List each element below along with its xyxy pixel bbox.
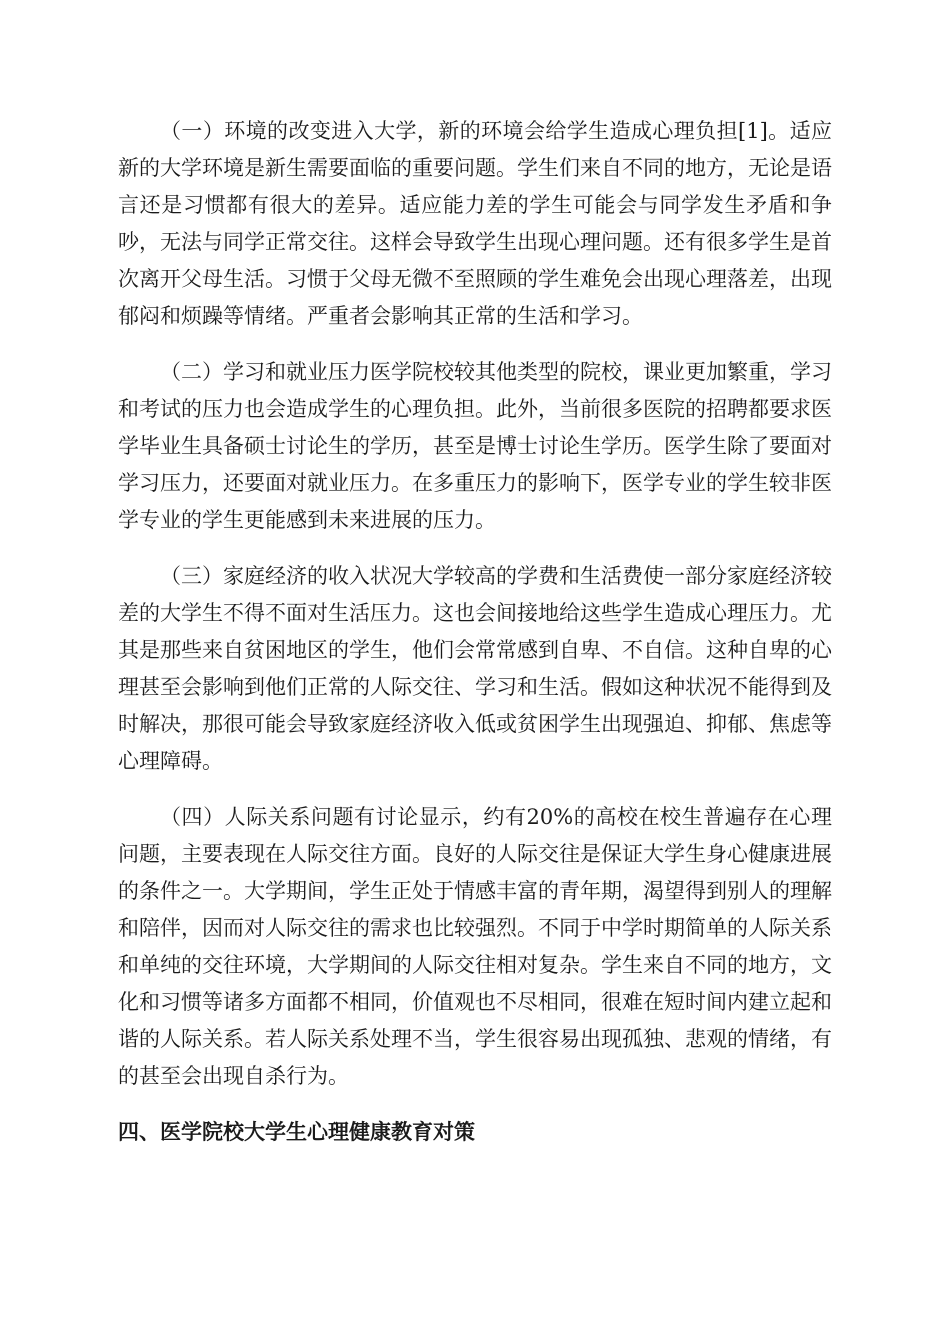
- section-heading: 四、医学院校大学生心理健康教育对策: [118, 1120, 475, 1144]
- paragraph-study-employment-pressure: （二）学习和就业压力医学院校较其他类型的院校，课业更加繁重，学习和考试的压力也会造成学生的心理负担。此外，当前很多医院的招聘都要求医学毕业生具备硕士讨论生的学历，甚至是博士讨论生学历。医学生除了要面对学习压力，还要面对就业压力。在多重压力的影响下，医学专业的学生较非医学专业的学生更能感到未来进展的压力。: [118, 360, 832, 532]
- paragraph-family-economic-status: （三）家庭经济的收入状况大学较高的学费和生活费使一部分家庭经济较差的大学生不得不面对生活压力。这也会间接地给这些学生造成心理压力。尤其是那些来自贫困地区的学生，他们会常常感到自卑、不自信。这种自卑的心理甚至会影响到他们正常的人际交往、学习和生活。假如这种状况不能得到及时解决，那很可能会导致家庭经济收入低或贫困学生出现强迫、抑郁、焦虑等心理障碍。: [118, 564, 832, 773]
- document-body: [118, 113, 832, 1151]
- paragraph-interpersonal-relations: （四）人际关系问题有讨论显示，约有20%的高校在校生普遍存在心理问题，主要表现在人际交往方面。良好的人际交往是保证大学生身心健康进展的条件之一。大学期间，学生正处于情感丰富的青年期，渴望得到别人的理解和陪伴，因而对人际交往的需求也比较强烈。不同于中学时期简单的人际关系和单纯的交往环境，大学期间的人际交往相对复杂。学生来自不同的地方，文化和习惯等诸多方面都不相同，价值观也不尽相同，很难在短时间内建立起和谐的人际关系。若人际关系处理不当，学生很容易出现孤独、悲观的情绪，有的甚至会出现自杀行为。: [118, 805, 832, 1088]
- paragraph-environment-change: （一）环境的改变进入大学，新的环境会给学生造成心理负担[1]。适应新的大学环境是新生需要面临的重要问题。学生们来自不同的地方，无论是语言还是习惯都有很大的差异。适应能力差的学生可能会与同学发生矛盾和争吵，无法与同学正常交往。这样会导致学生出现心理问题。还有很多学生是首次离开父母生活。习惯于父母无微不至照顾的学生难免会出现心理落差，出现郁闷和烦躁等情绪。严重者会影响其正常的生活和学习。: [118, 119, 832, 328]
